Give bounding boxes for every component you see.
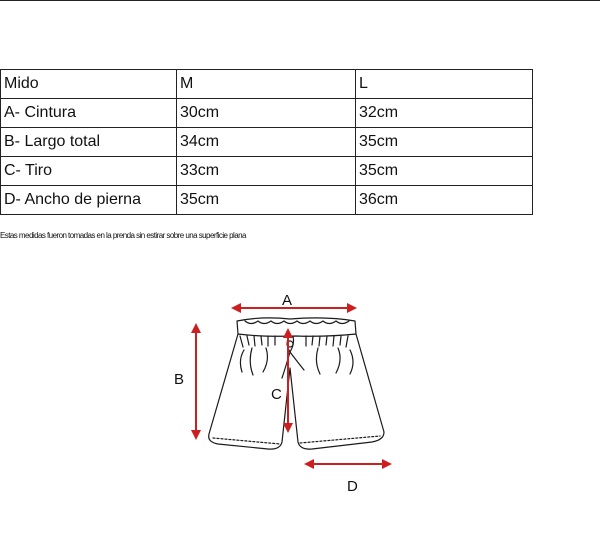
measurement-note: Estas medidas fueron tomadas en la prenda sin estirar sobre una superficie plana: [0, 231, 246, 240]
table-header-cell: M: [177, 70, 356, 99]
table-cell: 35cm: [356, 157, 533, 186]
table-cell: 30cm: [177, 99, 356, 128]
table-cell: C- Tiro: [1, 157, 177, 186]
table-header-cell: Mido: [1, 70, 177, 99]
table-cell: 33cm: [177, 157, 356, 186]
table-cell: D- Ancho de pierna: [1, 186, 177, 215]
label-a: A: [282, 292, 293, 309]
shorts-illustration: [209, 318, 384, 449]
table-cell: B- Largo total: [1, 128, 177, 157]
table-cell: A- Cintura: [1, 99, 177, 128]
shorts-outline: [209, 334, 384, 449]
table-cell: 34cm: [177, 128, 356, 157]
label-c: C: [271, 386, 282, 403]
table-cell: 32cm: [356, 99, 533, 128]
table-cell: 35cm: [356, 128, 533, 157]
label-b: B: [174, 371, 185, 388]
table-cell: 35cm: [177, 186, 356, 215]
table-cell: 36cm: [356, 186, 533, 215]
label-d: D: [347, 478, 358, 495]
table-header-cell: L: [356, 70, 533, 99]
